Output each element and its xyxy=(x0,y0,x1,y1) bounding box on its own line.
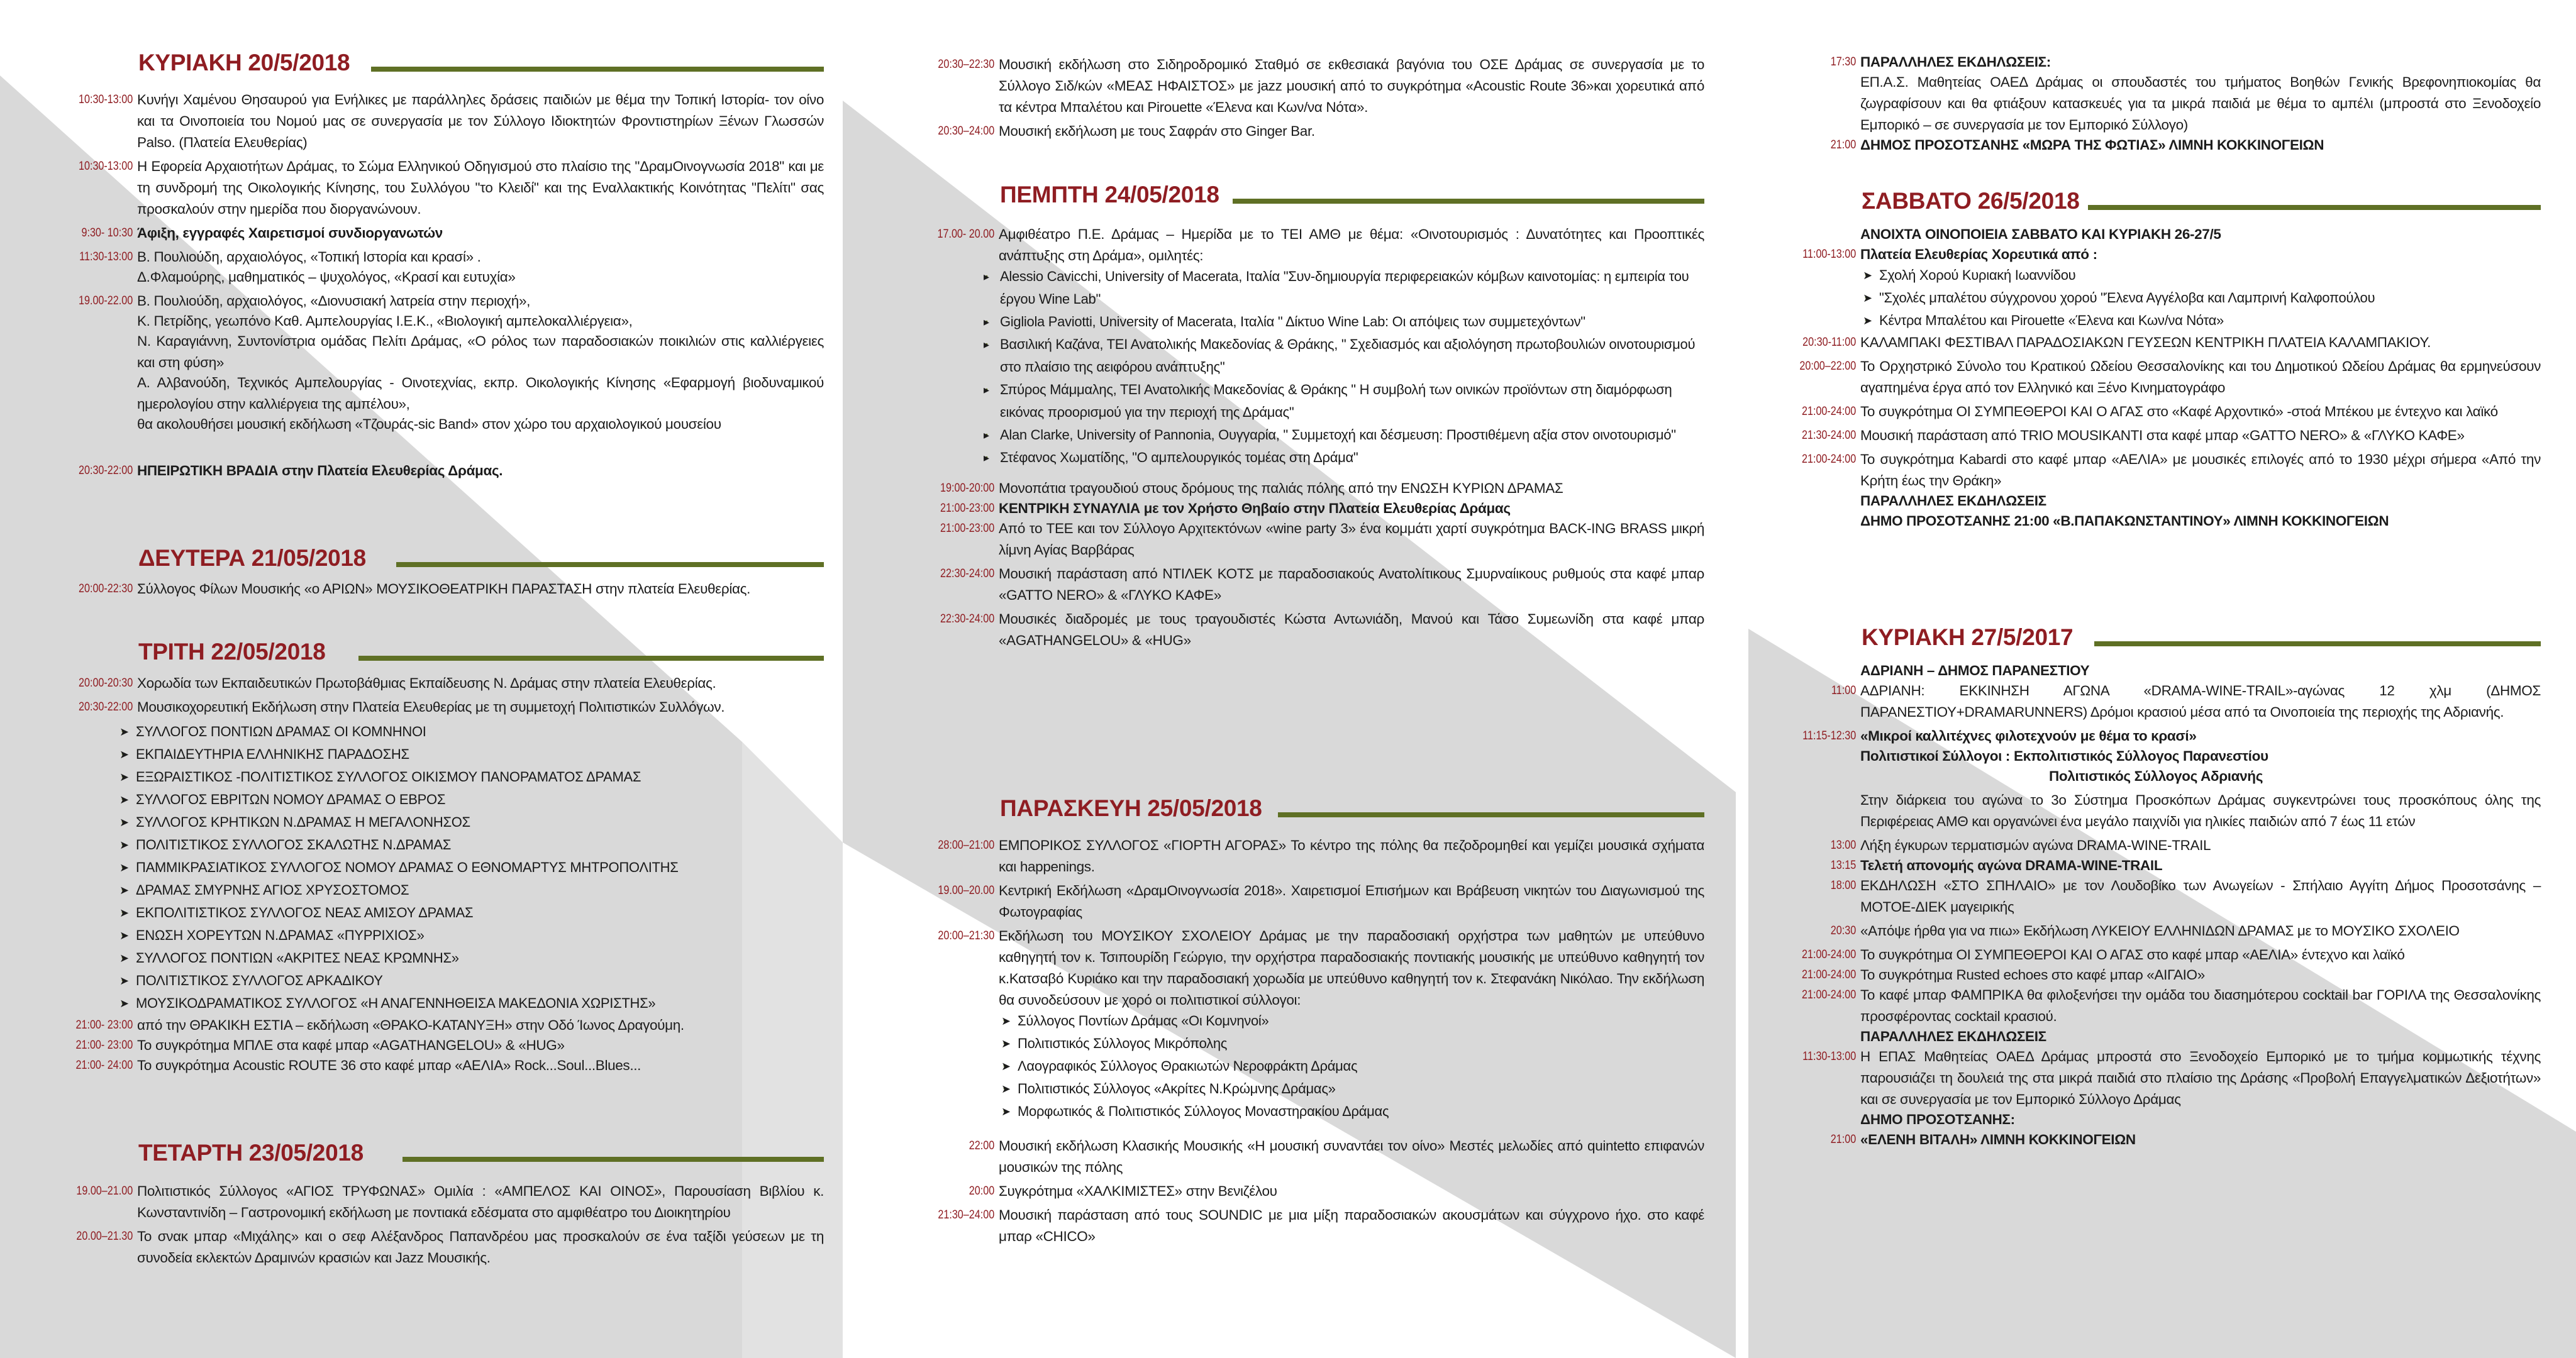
event-time: 21:00-23:00 xyxy=(940,502,995,515)
column-left xyxy=(44,0,824,1358)
event-desc: Το συγκρότημα ΟΙ ΣΥΜΠΕΘΕΡΟΙ ΚΑΙ Ο ΑΓΑΣ στο «Καφέ Αρχοντικό» -στοά Μπέκου με έντεχνο και λαϊκό xyxy=(1860,404,2498,419)
event-desc: «ΕΛΕΝΗ ΒΙΤΑΛΗ» ΛΙΜΝΗ ΚΟΚΚΙΝΟΓΕΙΩΝ xyxy=(1860,1132,2136,1147)
event-time: 20:30-11:00 xyxy=(1802,336,1857,349)
event-time: 21:30-24:00 xyxy=(1801,429,1857,442)
event-row xyxy=(906,1181,1704,1202)
event-desc: Πολιτιστικός Σύλλογος «ΑΓΙΟΣ ΤΡΥΦΩΝΑΣ» Ομιλία : «ΑΜΠΕΛΟΣ ΚΑΙ ΟΙΝΟΣ», Παρουσίαση Βιβλίου κ. Κωνσταντινίδη – Γαστρονομική εκδήλωση με ποντιακά εδέσματα στο αμφιθέατρο του Διοικητηρίου xyxy=(137,1183,824,1220)
bullet-icon: ⸱ ▸ xyxy=(984,338,989,351)
bullet-icon: ⸱ ➤ xyxy=(119,839,129,851)
list-item-text: ΕΞΩΡΑΙΣΤΙΚΟΣ -ΠΟΛΙΤΙΣΤΙΚΟΣ ΣΥΛΛΟΓΟΣ ΟΙΚΙΣΜΟΥ ΠΑΝΟΡΑΜΑΤΟΣ ΔΡΑΜΑΣ xyxy=(136,769,641,785)
event-time: 20:30–24:00 xyxy=(938,124,995,138)
event-desc: ΕΠ.Α.Σ. Μαθητείας ΟΑΕΔ Δράμας οι σπουδαστές του τμήματος Βοηθών Γενικής Βρεφονηπιοκομίας θα ζωγραφίσουν και θα φτιάξουν κατασκευές για τα μικρά παιδιά με θέμα το αμπέλι (μπροστά στο Ξενοδοχείο Εμπορικό – σε συνεργασία με τον Εμπορικό Σύλλογο) xyxy=(1860,74,2541,133)
event-desc: Το συγκρότημα ΟΙ ΣΥΜΠΕΘΕΡΟΙ ΚΑΙ Ο ΑΓΑΣ στο καφέ μπαρ «ΑΕΛΙΑ» έντεχνο και λαϊκό xyxy=(1860,947,2405,963)
list-item-text: Σύλλογος Ποντίων Δράμας «Οι Κομνηνοί» xyxy=(1018,1013,1269,1029)
event-desc: ΕΚΔΗΛΩΣΗ «ΣΤΟ ΣΠΗΛΑΙΟ» με τον Λουδοβίκο των Ανωγείων - Σπήλαιο Αγγίτη Δήμος Προσοτσάνης –ΜΟΤΟΕ-ΔΙΕΚ μαγειρικής xyxy=(1860,878,2541,915)
list-item xyxy=(118,811,824,834)
day-title: ΤΡΙΤΗ 22/05/2018 xyxy=(138,639,326,665)
event-desc: Το συγκρότημα Rusted echoes στο καφέ μπαρ «ΑΙΓΑΙΟ» xyxy=(1860,967,2205,983)
event-desc: Το συγκρότημα Acoustic ROUTE 36 στο καφέ μπαρ «ΑΕΛΙΑ» Rock...Soul...Blues... xyxy=(137,1057,641,1073)
day-header-tuesday xyxy=(44,633,824,671)
list-item xyxy=(1000,1032,1704,1055)
event-desc: Σύλλογος Φίλων Μουσικής «ο ΑΡΙΩΝ» ΜΟΥΣΙΚΟΘΕΑΤΡΙΚΗ ΠΑΡΑΣΤΑΣΗ στην πλατεία Ελευθερίας. xyxy=(137,581,751,597)
events-thursday xyxy=(906,224,1704,654)
association-list xyxy=(118,720,824,1015)
event-row xyxy=(1767,680,2541,723)
day-header-sunday xyxy=(44,44,824,82)
event-time: 11:30-13:00 xyxy=(79,250,133,263)
event-desc: θα ακολουθήσει μουσική εκδήλωση «Τζουράς-sic Band» στον χώρο του αρχαιολογικού μουσείου xyxy=(137,416,721,432)
day-title: ΔΕΥΤΕΡΑ 21/05/2018 xyxy=(138,545,366,571)
list-item-text: "Σχολές μπαλέτου σύγχρονου χορού "Έλενα Αγγέλοβα και Λαμπρινή Καλφοπούλου xyxy=(1879,290,2375,306)
event-row xyxy=(906,563,1704,606)
list-item xyxy=(118,720,824,743)
list-item-text: ΔΡΑΜΑΣ ΣΜΥΡΝΗΣ ΑΓΙΟΣ ΧΡΥΣΟΣΤΟΜΟΣ xyxy=(136,882,409,898)
event-time: 19.00-22.00 xyxy=(78,294,133,307)
event-row xyxy=(44,223,824,244)
list-item xyxy=(118,788,824,811)
event-row xyxy=(44,89,824,153)
event-time: 17:30 xyxy=(1830,55,1857,69)
event-desc: Μουσική παράσταση από ΝΤΙΛΕΚ ΚΟΤΣ με παραδοσιακούς Ανατολίτικους Σμυρναίικους ρυθμούς στα καφέ μπαρ «GATTO NERO» & «ΓΛΥΚΟ ΚΑΦΕ» xyxy=(999,566,1704,603)
event-row xyxy=(1767,835,2541,856)
column-right xyxy=(1767,0,2541,1358)
event-desc: Πλατεία Ελευθερίας Χορευτικά από : xyxy=(1860,246,2097,262)
event-time: 20.00–21.30 xyxy=(76,1230,133,1243)
bullet-icon: ⸱ ▸ xyxy=(984,270,989,283)
event-time: 20:30–22:30 xyxy=(938,58,995,71)
list-item xyxy=(118,879,824,902)
day-header-wednesday xyxy=(44,1134,824,1172)
list-item-text: Κέντρα Μπαλέτου και Pirouette «Έλενα και Κων/να Νότα» xyxy=(1879,312,2224,328)
event-desc: ΔΗΜΟΣ ΠΡΟΣΟΤΣΑΝΗΣ «ΜΩΡΑ ΤΗΣ ΦΩΤΙΑΣ» ΛΙΜΝΗ ΚΟΚΚΙΝΟΓΕΙΩΝ xyxy=(1860,137,2324,153)
event-row xyxy=(44,156,824,220)
event-row xyxy=(44,1226,824,1269)
event-desc: Μουσική εκδήλωση με τους Σαφράν στο Ginger Bar. xyxy=(999,123,1315,139)
event-row xyxy=(1767,511,2541,532)
list-item xyxy=(1000,1055,1704,1078)
event-time: 21:00-24:00 xyxy=(1801,968,1857,981)
events-tuesday xyxy=(44,673,824,1079)
list-item xyxy=(118,902,824,924)
event-row xyxy=(44,1015,824,1036)
list-item xyxy=(982,378,1704,424)
event-time: 21:00-24:00 xyxy=(1801,948,1857,961)
day-header-sunday-2 xyxy=(1767,619,2541,656)
event-time: 20:00–21:30 xyxy=(938,929,995,942)
column-middle xyxy=(906,0,1704,1358)
list-item-text: ΠΑΜΜΙΚΡΑΣΙΑΤΙΚΟΣ ΣΥΛΛΟΓΟΣ ΝΟΜΟΥ ΔΡΑΜΑΣ Ο ΕΘΝΟΜΑΡΤΥΣ ΜΗΤΡΟΠΟΛΙΤΗΣ xyxy=(136,859,679,875)
list-item xyxy=(1862,264,2541,287)
event-row xyxy=(1767,1129,2541,1151)
event-row xyxy=(44,246,824,268)
event-row xyxy=(906,54,1704,118)
event-time: 13:00 xyxy=(1830,839,1857,852)
event-desc: Τελετή απονομής αγώνα DRAMA-WINE-TRAIL xyxy=(1860,858,2163,873)
event-row xyxy=(44,267,824,288)
events-saturday xyxy=(1767,224,2541,534)
event-row xyxy=(906,224,1704,267)
list-item-text: ΣΥΛΛΟΓΟΣ ΕΒΡΙΤΩΝ ΝΟΜΟΥ ΔΡΑΜΑΣ Ο ΕΒΡΟΣ xyxy=(136,792,446,807)
list-item xyxy=(118,856,824,879)
event-row xyxy=(1767,964,2541,986)
day-title: ΤΕΤΑΡΤΗ 23/05/2018 xyxy=(138,1140,364,1166)
event-desc: Κυνήγι Χαμένου Θησαυρού για Ενήλικες με παράλληλες δράσεις παιδιών με θέμα την Τοπική Ιστορία- τον οίνο και τα Οινοποιεία του Νομού μας σε συνεργασία με τον Σύλλογο Ιδιοκτητών Φροντιστηρίων Ξένων Γλωσσών Palso. (Πλατεία Ελευθερίας) xyxy=(137,92,824,150)
bullet-icon: ⸱ ➤ xyxy=(1863,314,1872,327)
bullet-icon: ⸱ ▸ xyxy=(984,451,989,464)
event-row xyxy=(1767,401,2541,422)
events-wednesday-cont xyxy=(906,54,1704,145)
event-desc: Β. Πουλιούδη, αρχαιολόγος, «Διονυσιακή λατρεία στην περιοχή», xyxy=(137,293,531,309)
dance-school-list xyxy=(1862,264,2541,332)
list-item xyxy=(1000,1010,1704,1032)
event-row xyxy=(1767,244,2541,265)
day-header-friday xyxy=(906,790,1704,827)
list-item-text: Alan Clarke, University of Pannonia, Ουγγαρία, " Συμμετοχή και δέσμευση: Προστιθέμενη αξία στον οινοτουρισμό" xyxy=(1000,427,1676,443)
event-row xyxy=(44,1055,824,1076)
list-item xyxy=(1000,1100,1704,1123)
list-item-text: Πολιτιστικός Σύλλογος Μικρόπολης xyxy=(1018,1035,1228,1051)
event-desc: ΑΔΡΙΑΝΗ – ΔΗΜΟΣ ΠΑΡΑΝΕΣΤΙΟΥ xyxy=(1860,663,2090,678)
event-desc: Μουσική εκδήλωση στο Σιδηροδρομικό Σταθμό σε εκθεσιακά βαγόνια του ΟΣΕ Δράμας σε συνεργασία με το Σύλλογο Σιδ/κών «ΜΕΑΣ ΗΦΑΙΣΤΟΣ» με jazz μουσική από το συγκρότημα «Acoustic Route 36»και χορευτικά από τα κέντρα Μπαλέτου και Pirouette «Έλενα και Κων/να Νότα». xyxy=(999,57,1704,115)
event-row xyxy=(44,1181,824,1223)
list-item-text: Στέφανος Χωματίδης, "Ο αμπελουργικός τομέας στη Δράμα" xyxy=(1000,450,1358,465)
event-row xyxy=(906,498,1704,519)
event-desc: Ν. Καραγιάννη, Συντονίστρια ομάδας Πελίτι Δράμας, «Ο ρόλος των παραδοσιακών ποικιλιών στις καλλιέργειες και στη φύση» xyxy=(137,333,824,370)
bullet-icon: ⸱ ➤ xyxy=(119,929,129,942)
bullet-icon: ⸱ ➤ xyxy=(1001,1015,1011,1027)
event-row xyxy=(1767,920,2541,942)
list-item-text: ΣΥΛΛΟΓΟΣ ΚΡΗΤΙΚΩΝ Ν.ΔΡΑΜΑΣ Η ΜΕΓΑΛΟΝΗΣΟΣ xyxy=(136,814,470,830)
event-desc: Πολιτιστικοί Σύλλογοι : Εκπολιτιστικός Σύλλογος Παρανεστίου xyxy=(1860,748,2268,764)
event-time: 21:00- 23:00 xyxy=(75,1018,133,1032)
event-time: 17.00- 20.00 xyxy=(937,228,995,241)
day-header-monday xyxy=(44,539,824,577)
header-rule xyxy=(358,656,824,661)
event-row xyxy=(44,697,824,718)
event-desc: ΚΑΛΑΜΠΑΚΙ ΦΕΣΤΙΒΑΛ ΠΑΡΑΔΟΣΙΑΚΩΝ ΓΕΥΣΕΩΝ ΚΕΝΤΡΙΚΗ ΠΛΑΤΕΙΑ ΚΑΛΑΜΠΑΚΙΟΥ. xyxy=(1860,334,2431,350)
event-time: 21:00- 23:00 xyxy=(75,1039,133,1052)
event-row xyxy=(906,518,1704,561)
list-item xyxy=(118,992,824,1015)
event-time: 18:00 xyxy=(1830,879,1857,892)
list-item-text: ΠΟΛΙΤΙΣΤΙΚΟΣ ΣΥΛΛΟΓΟΣ ΣΚΑΛΩΤΗΣ Ν.ΔΡΑΜΑΣ xyxy=(136,837,451,853)
event-time: 10:30-13:00 xyxy=(78,160,133,173)
list-item xyxy=(982,424,1704,446)
bullet-icon: ⸱ ➤ xyxy=(119,861,129,874)
list-item-text: ΣΥΛΛΟΓΟΣ ΠΟΝΤΙΩΝ ΔΡΑΜΑΣ ΟΙ ΚΟΜΝΗΝΟΙ xyxy=(136,724,426,739)
event-row xyxy=(44,331,824,373)
event-desc: Το συγκρότημα ΜΠΛΕ στα καφέ μπαρ «AGATHANGELOU» & «HUG» xyxy=(137,1037,565,1053)
event-desc: Β. Πουλιούδη, αρχαιολόγος, «Τοπική Ιστορία και κρασί» . xyxy=(137,249,481,265)
list-item-text: Μορφωτικός & Πολιτιστικός Σύλλογος Μοναστηρακίου Δράμας xyxy=(1018,1103,1389,1119)
list-item-text: ΠΟΛΙΤΙΣΤΙΚΟΣ ΣΥΛΛΟΓΟΣ ΑΡΚΑΔΙΚΟΥ xyxy=(136,973,383,988)
event-time: 21:00-24:00 xyxy=(1801,453,1857,466)
event-row xyxy=(906,1205,1704,1247)
event-desc: ΠΑΡΑΛΛΗΛΕΣ ΕΚΔΗΛΩΣΕΙΣ: xyxy=(1860,54,2051,70)
list-item xyxy=(982,265,1704,311)
event-time: 21:00- 24:00 xyxy=(75,1059,133,1072)
events-friday-cont xyxy=(1767,52,2541,158)
bullet-icon: ⸱ ➤ xyxy=(119,907,129,919)
event-row xyxy=(906,609,1704,651)
bullet-icon: ⸱ ▸ xyxy=(984,384,989,396)
bullet-icon: ⸱ ➤ xyxy=(119,748,129,761)
list-item xyxy=(118,947,824,969)
event-row xyxy=(1767,1109,2541,1130)
event-row xyxy=(44,414,824,435)
event-time: 19:00-20:00 xyxy=(940,482,995,495)
events-sunday-2 xyxy=(1767,660,2541,1153)
event-desc: Το σνακ μπαρ «Μιχάλης» και ο σεφ Αλέξανδρος Παπανδρέου μας προσκαλούν σε ένα ταξίδι γεύσεων με τη συνοδεία εκλεκτών Δραμινών κρασιών και Jazz Μουσικής. xyxy=(137,1228,824,1266)
event-time: 19.00–20.00 xyxy=(938,884,995,897)
bullet-icon: ⸱ ▸ xyxy=(984,429,989,441)
list-item xyxy=(1862,309,2541,332)
event-desc: Το Ορχηστρικό Σύνολο του Κρατικού Ωδείου Θεσσαλονίκης και του Δημοτικού Ωδείου Δράμας θα ερμηνεύσουν αγαπημένα έργα από τον Ελληνικό και Ξένο Κινηματογράφο xyxy=(1860,358,2541,395)
event-desc: «Απόψε ήρθα για να πιω» Εκδήλωση ΛΥΚΕΙΟΥ ΕΛΛΗΝΙΔΩΝ ΔΡΑΜΑΣ με το ΜΟΥΣΙΚΟ ΣΧΟΛΕΙΟ xyxy=(1860,923,2460,939)
bullet-icon: ⸱ ➤ xyxy=(1863,269,1872,282)
event-desc: ΑΝΟΙΧΤΑ ΟΙΝΟΠΟΙΕΙΑ ΣΑΒΒΑΤΟ ΚΑΙ ΚΥΡΙΑΚΗ 26-27/5 xyxy=(1860,226,2221,242)
header-rule xyxy=(371,67,824,72)
bullet-icon: ⸱ ➤ xyxy=(1863,292,1872,304)
event-row xyxy=(44,578,824,600)
event-row xyxy=(1767,135,2541,156)
event-row xyxy=(1767,490,2541,512)
bullet-icon: ⸱ ➤ xyxy=(119,974,129,987)
event-row xyxy=(906,1135,1704,1178)
event-time: 28:00–21:00 xyxy=(938,839,995,852)
event-row xyxy=(44,372,824,415)
bullet-icon: ⸱ ➤ xyxy=(119,884,129,897)
bullet-icon: ⸱ ➤ xyxy=(119,771,129,783)
list-item xyxy=(1000,1078,1704,1100)
event-row xyxy=(1767,855,2541,876)
event-desc: Χορωδία των Εκπαιδευτικών Πρωτοβάθμιας Εκπαίδευσης Ν. Δράμας στην πλατεία Ελευθερίας. xyxy=(137,675,716,691)
header-rule xyxy=(2094,641,2541,646)
event-row xyxy=(906,880,1704,923)
list-item-text: ΕΝΩΣΗ ΧΟΡΕΥΤΩΝ Ν.ΔΡΑΜΑΣ «ΠΥΡΡΙΧΙΟΣ» xyxy=(136,927,425,943)
event-time: 22:30-24:00 xyxy=(940,567,995,580)
list-item xyxy=(118,924,824,947)
bullet-icon: ⸱ ➤ xyxy=(119,793,129,806)
event-row xyxy=(1767,875,2541,918)
event-row xyxy=(1767,356,2541,399)
events-sunday xyxy=(44,89,824,484)
event-row xyxy=(44,460,824,482)
event-row xyxy=(44,290,824,312)
event-desc: Λήξη έγκυρων τερματισμών αγώνα DRAMA-WINE-TRAIL xyxy=(1860,837,2211,853)
event-row xyxy=(1767,746,2541,767)
event-row xyxy=(44,1035,824,1056)
day-header-saturday xyxy=(1767,182,2541,220)
header-rule xyxy=(402,1157,824,1162)
list-item-text: ΕΚΠΑΙΔΕΥΤΗΡΙΑ ΕΛΛΗΝΙΚΗΣ ΠΑΡΑΔΟΣΗΣ xyxy=(136,746,409,762)
list-item xyxy=(118,743,824,766)
list-item xyxy=(982,311,1704,333)
event-time: 20:30 xyxy=(1830,924,1857,937)
header-rule xyxy=(1278,812,1704,817)
speaker-list xyxy=(982,265,1704,469)
event-row xyxy=(1767,224,2541,245)
event-row xyxy=(1767,72,2541,136)
bullet-icon: ⸱ ▸ xyxy=(984,316,989,328)
event-time: 20:30-22:00 xyxy=(78,464,133,477)
event-time: 21:30–24:00 xyxy=(938,1208,995,1222)
event-row xyxy=(906,835,1704,878)
event-time: 22:30-24:00 xyxy=(940,612,995,626)
event-desc: ΠΑΡΑΛΛΗΛΕΣ ΕΚΔΗΛΩΣΕΙΣ xyxy=(1860,493,2046,509)
event-desc: Στην διάρκεια του αγώνα το 3ο Σύστημα Προσκόπων Δράμας συγκεντρώνει τους προσκόπους όλης της Περιφέρειας ΑΜΘ και οργανώνει ένα μεγάλο παιχνίδι για ηλικίες παιδιών από 7 έως 11 ετών xyxy=(1860,792,2541,829)
event-desc: Άφιξη, εγγραφές Χαιρετισμοί συνδιοργανωτών xyxy=(137,225,443,241)
event-row xyxy=(1767,660,2541,682)
list-item-text: ΣΥΛΛΟΓΟΣ ΠΟΝΤΙΩΝ «ΑΚΡΙΤΕΣ ΝΕΑΣ ΚΡΩΜΝΗΣ» xyxy=(136,950,459,966)
event-row xyxy=(906,121,1704,142)
event-desc: Πολιτιστικός Σύλλογος Αδριανής xyxy=(2049,768,2263,784)
list-item-text: Alessio Cavicchi, University of Macerata, Ιταλία "Συν-δημιουργία περιφερειακών κόμβων καινοτομίας: η εμπειρία του έργου Wine Lab" xyxy=(1000,268,1689,307)
list-item xyxy=(982,446,1704,469)
event-time: 21:00-24:00 xyxy=(1801,988,1857,1002)
event-time: 20:00 xyxy=(969,1184,995,1198)
event-time: 20:00-20:30 xyxy=(78,676,133,690)
list-item-text: Λαογραφικός Σύλλογος Θρακιωτών Νεροφράκτη Δράμας xyxy=(1018,1058,1358,1074)
event-desc: ΕΜΠΟΡΙΚΟΣ ΣΥΛΛΟΓΟΣ «ΓΙΟΡΤΗ ΑΓΟΡΑΣ» Το κέντρο της πόλης θα πεζοδρομηθεί και γεμίζει μουσικά σχήματα και happenings. xyxy=(999,837,1704,875)
event-row xyxy=(44,311,824,332)
day-title: ΠΑΡΑΣΚΕΥΗ 25/05/2018 xyxy=(1000,795,1262,821)
event-desc: ΚΕΝΤΡΙΚΗ ΣΥΝΑΥΛΙΑ με τον Χρήστο Θηβαίο στην Πλατεία Ελευθερίας Δράμας xyxy=(999,500,1511,516)
list-item xyxy=(118,766,824,788)
event-desc: Η ΕΠΑΣ Μαθητείας ΟΑΕΔ Δράμας μπροστά στο Ξενοδοχείο Εμπορικό με το τμήμα κομμωτικής τέχνης παρουσιάζει τη δουλειά της στα μικρά παιδιά στο πλαίσιο της Δράσης «Προβολή Επαγγελματικών Δεξιοτήτων» και σε συνεργασία με τον Εμπορικό Σύλλογο Δράμας xyxy=(1860,1049,2541,1107)
event-desc: Μουσικές διαδρομές με τους τραγουδιστές Κώστα Αντωνιάδη, Μανού και Τάσο Συμεωνίδη στα καφέ μπαρ «AGATHANGELOU» & «HUG» xyxy=(999,611,1704,648)
event-time: 20:00–22:00 xyxy=(1799,360,1857,373)
event-time: 20:00-22:30 xyxy=(78,582,133,595)
event-desc: Μουσικοχορευτική Εκδήλωση στην Πλατεία Ελευθερίας με τη συμμετοχή Πολιτιστικών Συλλόγων. xyxy=(137,699,725,715)
header-rule xyxy=(1233,199,1704,204)
list-item-text: ΜΟΥΣΙΚΟΔΡΑΜΑΤΙΚΟΣ ΣΥΛΛΟΓΟΣ «Η ΑΝΑΓΕΝΝΗΘΕΙΣΑ ΜΑΚΕΔΟΝΙΑ ΧΩΡΙΣΤΗΣ» xyxy=(136,995,656,1011)
event-row xyxy=(1767,449,2541,492)
event-desc: Η Εφορεία Αρχαιοτήτων Δράμας, το Σώμα Ελληνικού Οδηγισμού στο πλαίσιο της "ΔραμΟινογνωσία 2018" και με τη συνδρομή της Οικολογικής Κίνησης, του Συλλόγου "το Κλειδί" και της Εναλλακτικής Κοινότητας "Πελίτι" σας προσκαλούν στην ημερίδα που διοργανώνουν. xyxy=(137,158,824,217)
event-row xyxy=(1767,425,2541,446)
event-desc: ΠΑΡΑΛΛΗΛΕΣ ΕΚΔΗΛΩΣΕΙΣ xyxy=(1860,1029,2046,1044)
event-desc: Το καφέ μπαρ ΦΑΜΠΡΙΚΑ θα φιλοξενήσει την ομάδα του διασημότερου cocktail bar ΓΟΡΙΛΑ της Θεσσαλονίκης προσφέροντας cocktail κρασιού. xyxy=(1860,987,2541,1024)
event-time: 10:30-13:00 xyxy=(78,93,133,106)
event-desc: Κεντρική Εκδήλωση «ΔραμΟινογνωσία 2018». Χαιρετισμοί Επισήμων και Βράβευση νικητών του Διαγωνισμού της Φωτογραφίας xyxy=(999,883,1704,920)
list-item xyxy=(118,834,824,856)
event-time: 21:00 xyxy=(1830,1133,1857,1146)
event-row xyxy=(1767,52,2541,73)
event-desc: Εκδήλωση του ΜΟΥΣΙΚΟΥ ΣΧΟΛΕΙΟΥ Δράμας με την παραδοσιακή ορχήστρα των μαθητών με υπεύθυνο καθηγητή τον κ. Τσιπουρίδη Γεώργιο, την ορχήστρα παραδοσιακής ποντιακής μουσικής με υπεύθυνο καθηγητή τον κ.Κατσαβό Κυριάκο και την παραδοσιακή χορωδία με υπεύθυνο καθηγητή τον κ. Στεφανάκη Νικόλαο. Την εκδήλωση θα συνοδεύσουν με χορό οι πολιτιστικοί σύλλογοι: xyxy=(999,928,1704,1008)
event-row xyxy=(1767,985,2541,1027)
bullet-icon: ⸱ ➤ xyxy=(119,816,129,829)
event-desc: ΔΗΜΟ ΠΡΟΣΟΤΣΑΝΗΣ: xyxy=(1860,1112,2015,1127)
day-title: ΠΕΜΠΤΗ 24/05/2018 xyxy=(1000,182,1219,207)
header-rule xyxy=(2088,205,2541,210)
event-time: 21:00-23:00 xyxy=(940,522,995,535)
event-time: 11:30-13:00 xyxy=(1802,1050,1857,1063)
event-time: 13:15 xyxy=(1830,859,1857,872)
bullet-icon: ⸱ ➤ xyxy=(1001,1083,1011,1095)
event-desc: Μουσική παράσταση από TRIO MOUSIKANTI στα καφέ μπαρ «GATTO NERO» & «ΓΛΥΚΟ ΚΑΦΕ» xyxy=(1860,428,2465,443)
bullet-icon: ⸱ ➤ xyxy=(119,997,129,1010)
event-desc: ΗΠΕΙΡΩΤΙΚΗ ΒΡΑΔΙΑ στην Πλατεία Ελευθερίας Δράμας. xyxy=(137,463,503,478)
list-item xyxy=(982,333,1704,378)
event-row xyxy=(1767,766,2541,787)
event-desc: Μουσική εκδήλωση Κλασικής Μουσικής «Η μουσική συναντάει τον οίνο» Μεστές μελωδίες από quintetto επιφανών μουσικών της πόλης xyxy=(999,1138,1704,1175)
bullet-icon: ⸱ ➤ xyxy=(1001,1105,1011,1118)
event-desc: Μονοπάτια τραγουδιού στους δρόμους της παλιάς πόλης από την ΕΝΩΣΗ ΚΥΡΙΩΝ ΔΡΑΜΑΣ xyxy=(999,480,1563,496)
event-desc: ΔΗΜΟ ΠΡΟΣΟΤΣΑΝΗΣ 21:00 «Β.ΠΑΠΑΚΩΝΣΤΑΝΤΙΝΟΥ» ΛΙΜΝΗ ΚΟΚΚΙΝΟΓΕΙΩΝ xyxy=(1860,513,2389,529)
event-row xyxy=(906,925,1704,1011)
event-time: 11:00 xyxy=(1831,684,1857,697)
event-row xyxy=(44,673,824,694)
events-friday xyxy=(906,835,1704,1250)
list-item-text: Gigliola Paviotti, University of Macerata, Ιταλία " Δίκτυο Wine Lab: Οι απόψεις των συμμετεχόντων" xyxy=(1000,314,1585,329)
event-row xyxy=(1767,726,2541,747)
day-title: ΣΑΒΒΑΤΟ 26/5/2018 xyxy=(1862,188,2080,214)
list-item-text: Σχολή Χορού Κυριακή Ιωαννίδου xyxy=(1879,267,2076,283)
day-header-thursday xyxy=(906,176,1704,214)
event-time: 11:00-13:00 xyxy=(1802,248,1857,261)
event-row xyxy=(1767,1026,2541,1047)
header-rule xyxy=(396,562,824,567)
list-item-text: Πολιτιστικός Σύλλογος «Ακρίτες Ν.Κρώμνης Δράμας» xyxy=(1018,1081,1336,1096)
event-desc: ΑΔΡΙΑΝΗ: ΕΚΚΙΝΗΣΗ ΑΓΩΝΑ «DRAMA-WINE-TRAIL»-αγώνας 12 χλμ (ΔΗΜΟΣ ΠΑΡΑΝΕΣΤΙΟΥ+DRAMARUNNERS) Δρόμοι κρασιού μέσα από τα Οινοποιεία της περιοχής της Αδριανής. xyxy=(1860,683,2541,720)
event-row xyxy=(1767,332,2541,353)
event-desc: Συγκρότημα «ΧΑΛΚΙΜΙΣΤΕΣ» στην Βενιζέλου xyxy=(999,1183,1277,1199)
list-item-text: ΕΚΠΟΛΙΤΙΣΤΙΚΟΣ ΣΥΛΛΟΓΟΣ ΝΕΑΣ ΑΜΙΣΟΥ ΔΡΑΜΑΣ xyxy=(136,905,474,920)
event-time: 9:30- 10:30 xyxy=(81,226,133,240)
event-desc: Από το ΤΕΕ και τον Σύλλογο Αρχιτεκτόνων «wine party 3» ένα κομμάτι χαρτί συγκρότημα BACK-ING BRASS μικρή λίμνη Αγίας Βαρβάρας xyxy=(999,521,1704,558)
event-time: 21:00-24:00 xyxy=(1801,405,1857,418)
event-time: 19.00–21.00 xyxy=(76,1184,133,1198)
list-item-text: Βασιλική Καζάνα, ΤΕΙ Ανατολικής Μακεδονίας & Θράκης, " Σχεδιασμός και αξιολόγηση πρωτοβουλιών οινοτουρισμού στο πλαίσιο της αειφόρου ανάπτυξης" xyxy=(1000,336,1696,375)
list-item xyxy=(118,969,824,992)
association-list xyxy=(1000,1010,1704,1123)
events-wednesday xyxy=(44,1181,824,1271)
event-desc: Α. Αλβανούδη, Τεχνικός Αμπελουργίας - Οινοτεχνίας, εκπρ. Οικολογικής Κίνησης «Εφαρμογή βιοδυναμικού ημερολογίου στην καλλιέργεια της αμπέλου», xyxy=(137,375,824,412)
event-time: 11:15-12:30 xyxy=(1802,729,1857,742)
event-time: 21:00 xyxy=(1830,138,1857,152)
event-row xyxy=(1767,1046,2541,1110)
bullet-icon: ⸱ ➤ xyxy=(1001,1037,1011,1050)
event-row xyxy=(1767,944,2541,966)
event-time: 20:30-22:00 xyxy=(78,700,133,714)
event-time: 22:00 xyxy=(969,1139,995,1152)
event-row xyxy=(906,478,1704,499)
list-item xyxy=(1862,287,2541,309)
day-title: ΚΥΡΙΑΚΗ 20/5/2018 xyxy=(138,50,350,75)
event-desc: Κ. Πετρίδης, γεωπόνο Καθ. Αμπελουργίας Ι.Ε.Κ., «Βιολογική αμπελοκαλλιέργεια», xyxy=(137,313,633,329)
event-desc: Το συγκρότημα Kabardi στο καφέ μπαρ «ΑΕΛΙΑ» με μουσικές επιλογές από το 1930 μέχρι σήμερα «Από την Κρήτη έως την Θράκη» xyxy=(1860,451,2541,489)
bullet-icon: ⸱ ➤ xyxy=(119,952,129,964)
bullet-icon: ⸱ ➤ xyxy=(119,726,129,738)
event-desc: Δ.Φλαμούρης, μαθηματικός – ψυχολόγος, «Κρασί και ευτυχία» xyxy=(137,269,516,285)
event-desc: από την ΘΡΑΚΙΚΗ ΕΣΤΙΑ – εκδήλωση «ΘΡΑΚΟ-ΚΑΤΑΝΥΞΗ» στην Οδό Ίωνος Δραγούμη. xyxy=(137,1017,684,1033)
events-monday xyxy=(44,578,824,602)
event-desc: Αμφιθέατρο Π.Ε. Δράμας – Ημερίδα με το ΤΕΙ ΑΜΘ με θέμα: «Οινοτουρισμός : Δυνατότητες και Προοπτικές ανάπτυξης στη Δράμα», ομιλητές: xyxy=(999,226,1704,263)
list-item-text: Σπύρος Μάμμαλης, ΤΕΙ Ανατολικής Μακεδονίας & Θράκης " Η συμβολή των οινικών προϊόντων στη διαμόρφωση εικόνας προορισμού για την περιοχή της Δράμας" xyxy=(1000,382,1672,420)
bullet-icon: ⸱ ➤ xyxy=(1001,1060,1011,1073)
event-row xyxy=(1767,790,2541,832)
day-title: ΚΥΡΙΑΚΗ 27/5/2017 xyxy=(1862,624,2074,650)
event-desc: Μουσική παράσταση από τους SOUNDIC με μια μίξη παραδοσιακών ακουσμάτων και σύγχρονο ήχο. στο καφέ μπαρ «CHICO» xyxy=(999,1207,1704,1244)
event-desc: «Μικροί καλλιτέχνες φιλοτεχνούν με θέμα το κρασί» xyxy=(1860,728,2197,744)
